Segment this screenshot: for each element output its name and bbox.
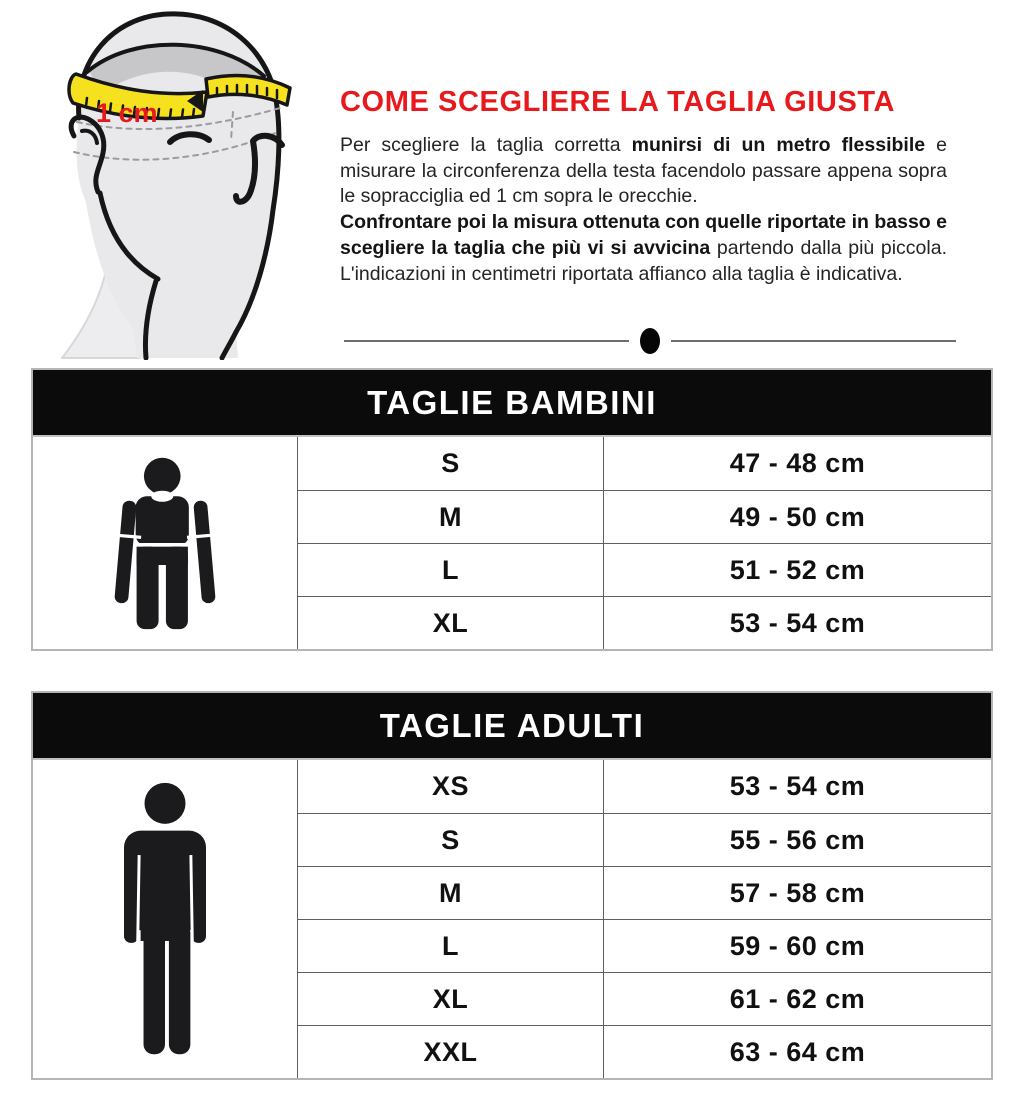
adult-figure-cell bbox=[33, 760, 298, 1078]
size-range: 53 - 54 cm bbox=[729, 607, 866, 638]
size-table-adulti bbox=[31, 691, 993, 1080]
size-label: XS bbox=[298, 760, 604, 813]
size-label: S bbox=[298, 814, 604, 866]
instructions-text-3: partendo dalla più piccola. L'indicazioni in centimetri riportata affianco alla taglia è indicativa. bbox=[340, 236, 947, 285]
table-title-bambini: TAGLIE BAMBINI bbox=[33, 370, 991, 435]
table-row bbox=[298, 972, 991, 1025]
intro-block bbox=[340, 86, 947, 287]
divider-dot bbox=[640, 328, 660, 354]
size-range: 57 - 58 cm bbox=[729, 877, 866, 908]
size-label: S bbox=[298, 437, 604, 490]
size-label: XL bbox=[298, 973, 604, 1025]
section-divider bbox=[344, 327, 956, 355]
adulti-rows bbox=[298, 760, 991, 1078]
table-row bbox=[298, 543, 991, 596]
child-figure-cell bbox=[33, 437, 298, 649]
size-range: 59 - 60 cm bbox=[729, 930, 866, 961]
instructions-paragraph bbox=[340, 133, 947, 287]
size-label: L bbox=[298, 920, 604, 972]
adult-figure-icon bbox=[115, 777, 215, 1062]
size-range: 51 - 52 cm bbox=[729, 554, 866, 585]
how-to-measure-section bbox=[0, 0, 1024, 368]
table-body-bambini bbox=[33, 435, 991, 649]
size-range: 47 - 48 cm bbox=[729, 448, 866, 478]
tape-measure-label: 1 cm bbox=[96, 98, 158, 128]
size-label: XXL bbox=[298, 1026, 604, 1078]
table-row bbox=[298, 919, 991, 972]
table-row bbox=[298, 813, 991, 866]
table-row bbox=[298, 866, 991, 919]
divider-line-right bbox=[671, 340, 956, 342]
instructions-bold-1: munirsi di un metro flessibile bbox=[631, 134, 926, 156]
table-title-adulti: TAGLIE ADULTI bbox=[33, 693, 991, 758]
bambini-rows bbox=[298, 437, 991, 649]
page-title: COME SCEGLIERE LA TAGLIA GIUSTA bbox=[340, 86, 896, 118]
size-range: 49 - 50 cm bbox=[729, 501, 866, 532]
size-label: M bbox=[298, 867, 604, 919]
divider-line-left bbox=[344, 340, 629, 342]
size-range: 61 - 62 cm bbox=[729, 983, 866, 1014]
table-row bbox=[298, 490, 991, 543]
size-range: 53 - 54 cm bbox=[729, 771, 866, 801]
child-figure-icon bbox=[110, 448, 220, 638]
measuring-tape-head-icon bbox=[10, 4, 310, 360]
size-label: XL bbox=[298, 597, 604, 649]
size-label: M bbox=[298, 491, 604, 543]
size-range: 55 - 56 cm bbox=[729, 824, 866, 855]
size-table-bambini bbox=[31, 368, 993, 651]
size-label: L bbox=[298, 544, 604, 596]
table-row bbox=[298, 596, 991, 649]
table-row bbox=[298, 437, 991, 490]
table-row bbox=[298, 760, 991, 813]
table-row bbox=[298, 1025, 991, 1078]
instructions-text-2: e misurare la circonferenza della testa facendolo passare appena sopra le sopracciglia ed 1 cm sopra le orecchie. bbox=[340, 134, 948, 208]
instructions-bold-2: Confrontare poi la misura ottenuta con quelle riportate in basso e scegliere la taglia che più vi si avvicina bbox=[340, 211, 947, 259]
instructions-text-1: Per scegliere la taglia corretta bbox=[340, 134, 632, 156]
size-range: 63 - 64 cm bbox=[729, 1036, 866, 1067]
table-body-adulti bbox=[33, 758, 991, 1078]
head-measurement-illustration bbox=[10, 4, 310, 360]
